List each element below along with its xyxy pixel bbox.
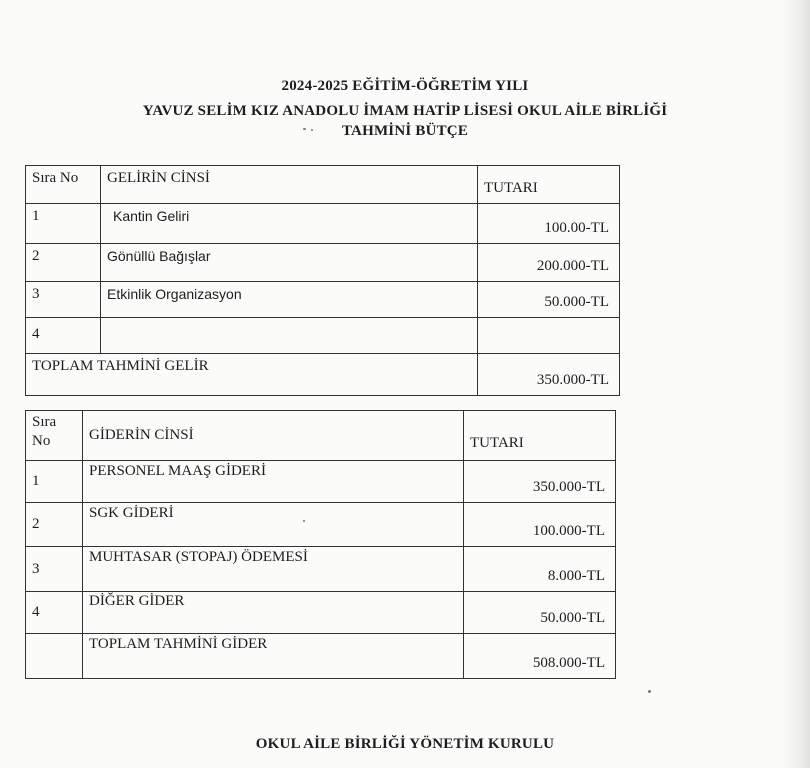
expense-row-amount: 8.000-TL: [464, 547, 616, 592]
income-row-type: Kantin Geliri: [101, 204, 478, 244]
table-row: [26, 244, 620, 282]
expense-header-no: Sıra No: [26, 411, 83, 461]
expense-header-type: GİDERİN CİNSİ: [83, 411, 464, 461]
expense-total-label: TOPLAM TAHMİNİ GİDER: [83, 634, 464, 679]
income-row-type: [101, 318, 478, 354]
income-header-no: Sıra No: [26, 166, 101, 204]
expense-row-type: DİĞER GİDER: [83, 592, 464, 634]
income-row-amount: 100.00-TL: [478, 204, 620, 244]
table-row: [26, 204, 620, 244]
expense-row-amount: 50.000-TL: [464, 592, 616, 634]
table-row: [26, 282, 620, 318]
expense-row-no: 3: [26, 547, 83, 592]
expense-header-amount: TUTARI: [464, 411, 616, 461]
budget-title: TAHMİNİ BÜTÇE: [341, 123, 469, 139]
income-total-label: TOPLAM TAHMİNİ GELİR: [26, 354, 478, 396]
income-table: [25, 165, 620, 396]
expense-row-no: 1: [26, 461, 83, 503]
scan-speck: [311, 129, 313, 131]
scan-speck: [648, 690, 651, 693]
income-row-amount: [478, 318, 620, 354]
income-row-no: 2: [26, 244, 101, 282]
scan-speck: [303, 520, 305, 522]
school-association-heading: YAVUZ SELİM KIZ ANADOLU İMAM HATİP LİSESİ OKUL AİLE BİRLİĞİ: [142, 103, 668, 119]
expense-total-no-cell: [26, 634, 83, 679]
expense-total-amount: 508.000-TL: [464, 634, 616, 679]
academic-year-heading: 2024-2025 EĞİTİM-ÖĞRETİM YILI: [281, 78, 529, 94]
income-total-amount: 350.000-TL: [478, 354, 620, 396]
income-total-row: [26, 354, 620, 396]
expense-row-amount: 100.000-TL: [464, 503, 616, 547]
income-header-type: GELİRİN CİNSİ: [101, 166, 478, 204]
expense-header-row: [26, 411, 616, 461]
expense-row-type: SGK GİDERİ: [83, 503, 464, 547]
income-header-row: [26, 166, 620, 204]
income-row-no: 4: [26, 318, 101, 354]
income-row-amount: 50.000-TL: [478, 282, 620, 318]
income-row-no: 1: [26, 204, 101, 244]
table-row: [26, 592, 616, 634]
expense-row-amount: 350.000-TL: [464, 461, 616, 503]
expense-total-row: [26, 634, 616, 679]
table-row: [26, 547, 616, 592]
board-signature-title: OKUL AİLE BİRLİĞİ YÖNETİM KURULU: [255, 736, 555, 752]
expense-row-type: PERSONEL MAAŞ GİDERİ: [83, 461, 464, 503]
expense-table: [25, 410, 616, 679]
income-header-amount: TUTARI: [478, 166, 620, 204]
income-row-no: 3: [26, 282, 101, 318]
table-row: [26, 503, 616, 547]
income-row-type: Gönüllü Bağışlar: [101, 244, 478, 282]
income-row-amount: 200.000-TL: [478, 244, 620, 282]
scan-speck: [303, 128, 306, 130]
expense-row-no: 2: [26, 503, 83, 547]
expense-row-no: 4: [26, 592, 83, 634]
income-row-type: Etkinlik Organizasyon: [101, 282, 478, 318]
table-row: [26, 318, 620, 354]
table-row: [26, 461, 616, 503]
expense-row-type: MUHTASAR (STOPAJ) ÖDEMESİ: [83, 547, 464, 592]
